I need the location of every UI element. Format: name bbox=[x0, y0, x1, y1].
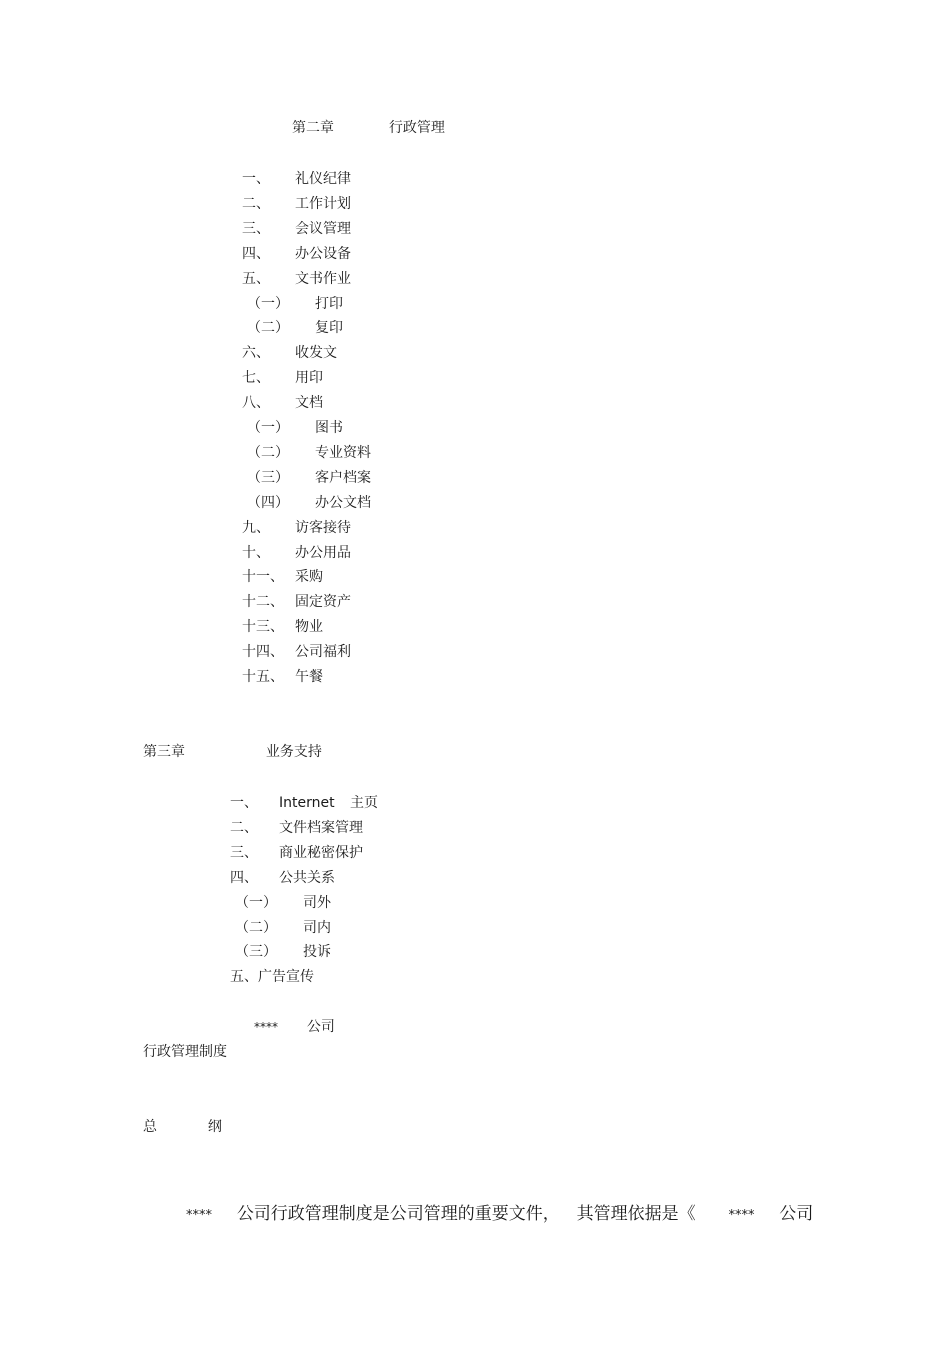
general-label-2: 纲 bbox=[207, 1119, 222, 1135]
toc-item-text: 商业秘密保护 bbox=[279, 844, 363, 861]
toc-item-text: 客户档案 bbox=[315, 469, 371, 486]
toc-item-text: 图书 bbox=[315, 420, 343, 436]
toc-item-text: 办公用品 bbox=[295, 544, 351, 561]
company-line bbox=[254, 1018, 335, 1036]
toc-item-number: 二、 bbox=[242, 195, 270, 212]
toc-item-text: 公司福利 bbox=[295, 644, 351, 661]
chapter2-title: 行政管理 bbox=[388, 120, 445, 136]
toc-item-text: 固定资产 bbox=[295, 594, 351, 611]
toc-item-number: （三） bbox=[247, 469, 289, 486]
toc-item-text: 礼仪纪律 bbox=[295, 171, 351, 187]
toc-item-number: 十五、 bbox=[242, 669, 284, 685]
toc-item-text: 打印 bbox=[315, 295, 343, 312]
body-stars-1: **** bbox=[186, 1208, 212, 1223]
company-name: 公司 bbox=[306, 1019, 335, 1035]
toc-item-text: 文件档案管理 bbox=[279, 819, 363, 836]
body-text-3: 公司 bbox=[779, 1204, 814, 1224]
toc-item-number: 十二、 bbox=[242, 594, 284, 611]
toc-item-number: （二） bbox=[235, 919, 277, 936]
toc-item-text: 办公文档 bbox=[315, 494, 371, 511]
toc-item-number: 九、 bbox=[242, 519, 270, 536]
toc-item-number: （二） bbox=[247, 320, 289, 337]
chapter2-heading bbox=[292, 119, 445, 137]
toc-item-text: 会议管理 bbox=[295, 220, 351, 237]
body-paragraph-line bbox=[186, 1203, 813, 1227]
toc-item-text: 文书作业 bbox=[295, 270, 351, 287]
toc-item-number: 十一、 bbox=[242, 569, 284, 586]
toc-item-text: 午餐 bbox=[295, 669, 323, 685]
toc-item-number: 一、 bbox=[230, 795, 258, 811]
toc-item-number: （一） bbox=[247, 420, 289, 436]
general-label-1: 总 bbox=[143, 1119, 157, 1135]
toc-item-text: 公共关系 bbox=[279, 869, 335, 886]
toc-item-text: Internet bbox=[279, 795, 335, 811]
chapter2-label: 第二章 bbox=[292, 120, 334, 136]
toc-item-number: （三） bbox=[235, 944, 277, 961]
body-text-1: 公司行政管理制度是公司管理的重要文件， bbox=[236, 1204, 560, 1224]
toc-item-number: （二） bbox=[247, 444, 289, 461]
toc-item-text: 文档 bbox=[295, 395, 323, 412]
toc-item-text: 专业资料 bbox=[315, 444, 371, 461]
toc-item-number: 二、 bbox=[230, 819, 258, 836]
toc-item-number: 六、 bbox=[242, 345, 270, 362]
toc-item-number: （一） bbox=[247, 295, 289, 312]
toc-item-number: 七、 bbox=[242, 370, 270, 387]
toc-item-text: 办公设备 bbox=[295, 245, 351, 262]
general-heading bbox=[143, 1118, 222, 1136]
toc-item-text: 收发文 bbox=[295, 345, 337, 362]
chapter3-heading bbox=[143, 743, 322, 761]
toc-item-text: 用印 bbox=[295, 370, 323, 387]
toc-item-number: 十三、 bbox=[242, 619, 284, 636]
toc-item-text-extra: 主页 bbox=[350, 795, 378, 811]
toc-item-number: 五、广告宣传 bbox=[230, 969, 314, 986]
document-title: 行政管理制度 bbox=[143, 1044, 227, 1060]
toc-item-number: 八、 bbox=[242, 395, 270, 412]
toc-item-number: 十四、 bbox=[242, 644, 284, 661]
body-stars-2: **** bbox=[728, 1208, 755, 1223]
toc-item-text: 采购 bbox=[295, 569, 323, 586]
company-stars: **** bbox=[254, 1020, 278, 1034]
toc-item-number: 三、 bbox=[230, 844, 258, 861]
toc-item-text: 司外 bbox=[303, 894, 331, 911]
toc-item-number: 十、 bbox=[242, 544, 270, 561]
body-text-2: 其管理依据是《 bbox=[576, 1204, 696, 1224]
toc-item-number: 一、 bbox=[242, 171, 270, 187]
toc-item-text: 投诉 bbox=[303, 944, 331, 961]
chapter3-label: 第三章 bbox=[143, 744, 185, 760]
toc-item-text: 工作计划 bbox=[295, 195, 351, 212]
toc-item-text: 物业 bbox=[295, 619, 323, 636]
toc-item-text: 复印 bbox=[315, 320, 343, 337]
toc-item-number: 四、 bbox=[230, 869, 258, 886]
chapter3-title: 业务支持 bbox=[265, 744, 322, 760]
toc-item-number: （四） bbox=[247, 494, 289, 511]
toc-item-text: 司内 bbox=[303, 919, 331, 936]
toc-item-text: 访客接待 bbox=[295, 519, 351, 536]
toc-item-number: （一） bbox=[235, 894, 277, 911]
toc-item-number: 四、 bbox=[242, 245, 270, 262]
toc-item-number: 三、 bbox=[242, 220, 270, 237]
toc-item-number: 五、 bbox=[242, 270, 270, 287]
